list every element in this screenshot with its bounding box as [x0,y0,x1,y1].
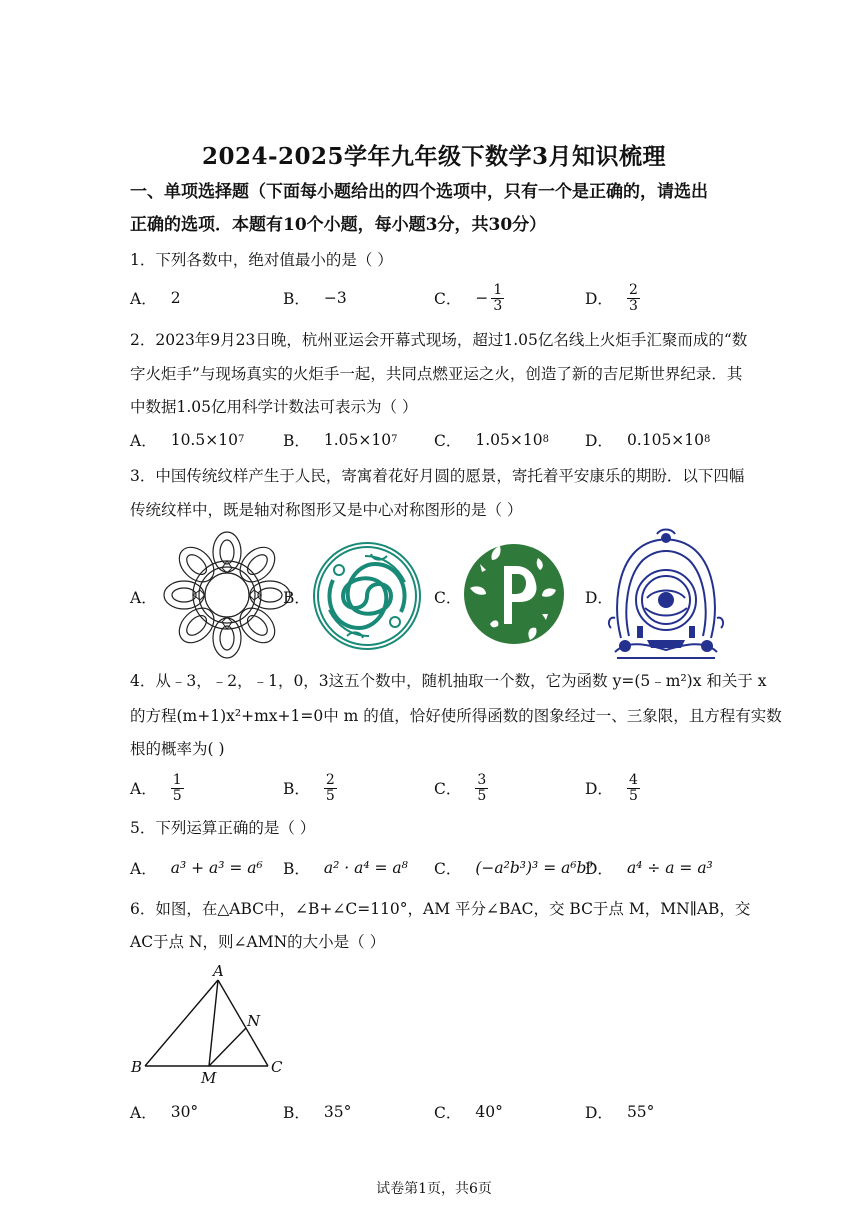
numerator: 3 [477,771,487,788]
fraction [171,773,184,803]
question-2-line-3: 中数据1.05亿用科学计数法可表示为（ ） [130,398,418,416]
question-5-stem: 5．下列运算正确的是（ ） [130,819,316,837]
numerator: 2 [628,281,638,298]
option-label: D． [585,1104,613,1122]
question-3-line-2: 传统纹样中，既是轴对称图形又是中心对称图形的是（ ） [130,501,523,519]
option-label: D． [585,432,613,450]
label-b: B [131,1058,143,1076]
q5-option-d [585,848,713,888]
question-2-line-2: 字火炬手”与现场真实的火炬手一起，共同点燃亚运之火，创造了新的吉尼斯世界纪录．其 [130,365,743,383]
q1-option-a [130,278,181,318]
question-6-line-2: AC于点 N，则∠AMN的大小是（ ） [130,933,386,951]
label-a: A [213,962,224,980]
question-5-options [130,848,740,888]
option-value: −3 [323,289,347,307]
option-label: D． [585,780,613,798]
q3-option-b [283,530,433,660]
numerator: 1 [493,281,503,298]
leaf-pattern-image [460,540,568,648]
option-label: C． [434,1104,462,1122]
question-4-line-2: 的方程(m+1)x²+mx+1=0中 m 的值，恰好使所得函数的图象经过一、三象限，且方程有实数 [130,707,782,725]
option-label: B． [283,589,310,607]
option-label: A． [130,780,157,798]
q4-option-c [434,768,488,808]
question-3-line-1: 3．中国传统纹样产生于人民，寄寓着花好月圆的愿景，寄托着平安康乐的期盼．以下四幅 [130,467,745,485]
option-base: 1.05×10 [475,431,543,449]
ornate-emblem-image [607,528,725,662]
option-label: C． [434,860,462,878]
q5-option-a [130,848,263,888]
label-c: C [271,1058,283,1076]
fraction [627,283,640,313]
option-value: 40° [475,1103,503,1121]
question-6-options [130,1092,740,1132]
option-label: C． [434,780,462,798]
swirl-pattern-image [311,540,423,652]
denominator: 3 [493,297,503,314]
question-2-options [130,420,740,460]
section-heading-line-2: 正确的选项．本题有10个小题，每小题3分，共30分） [130,215,547,235]
denominator: 3 [628,297,638,314]
option-expression: a⁴ ÷ a = a³ [626,859,713,877]
option-label: C． [434,432,462,450]
q1-option-b [283,278,347,318]
option-label: D． [585,290,613,308]
option-base: 10.5×10 [170,431,238,449]
side-ac [218,980,268,1066]
denominator: 5 [477,787,487,804]
denominator: 5 [628,787,638,804]
option-label: A． [130,589,157,607]
q5-option-c [434,848,593,888]
q3-option-d [585,530,740,660]
option-label: A． [130,860,157,878]
option-label: B． [283,432,310,450]
minus-sign: − [475,289,489,307]
option-base: 0.105×10 [626,431,705,449]
numerator: 1 [172,771,182,788]
q6-option-a [130,1092,198,1132]
fraction [324,773,337,803]
label-n: N [247,1012,261,1030]
q4-option-a [130,768,184,808]
q6-option-d [585,1092,654,1132]
option-label: C． [434,589,462,607]
option-expression: a² · a⁴ = a⁸ [323,859,408,877]
option-label: D． [585,860,613,878]
q2-option-c: C． 1.05×10 8 [434,431,549,450]
question-6-line-1: 6．如图，在△ABC中，∠B+∠C=110°，AM 平分∠BAC，交 BC于点 M，MN∥AB，交 [130,900,751,918]
option-label: B． [283,860,310,878]
option-label: B． [283,1104,310,1122]
q4-option-d [585,768,640,808]
q6-option-c [434,1092,503,1132]
option-label: C． [434,290,462,308]
option-value: 35° [323,1103,352,1121]
q4-option-b [283,768,337,808]
triangle-figure [125,962,295,1090]
q2-option-b: B． 1.05×10 7 [283,431,398,450]
denominator: 5 [172,787,182,804]
option-label: A． [130,290,157,308]
page-title: 2024-2025学年九年级下数学3月知识梳理 [201,143,667,170]
option-expression: a³ + a³ = a⁶ [170,859,263,877]
section-heading-line-1: 一、单项选择题（下面每小题给出的四个选项中，只有一个是正确的，请选出 [130,182,708,202]
q3-option-a [130,530,280,660]
option-value: 55° [626,1103,655,1121]
q2-option-d: D． 0.105×10 8 [585,431,711,450]
option-label: A． [130,432,157,450]
option-value: 2 [170,289,181,307]
question-4-options [130,768,740,808]
option-label: A． [130,1104,157,1122]
label-m: M [201,1069,217,1087]
q3-option-c [434,530,584,660]
fraction [475,773,488,803]
segment-mn [209,1028,246,1066]
option-base: 1.05×10 [323,431,392,449]
fraction [491,283,504,313]
q1-option-c [434,278,504,318]
option-label: D． [585,589,613,607]
option-value: 30° [170,1103,199,1121]
q5-option-b [283,848,408,888]
q1-option-d [585,278,640,318]
question-1-stem: 1．下列各数中，绝对值最小的是（ ） [130,251,393,269]
denominator: 5 [325,787,335,804]
fraction [627,773,640,803]
question-4-line-3: 根的概率为( ) [130,740,225,758]
option-label: B． [283,780,310,798]
question-1-options [130,278,740,318]
mandala-pattern-image [162,530,292,660]
question-2-line-1: 2．2023年9月23日晚，杭州亚运会开幕式现场，超过1.05亿名线上火炬手汇聚而成的“数 [130,331,748,349]
numerator: 4 [628,771,638,788]
option-expression: (−a²b³)³ = a⁶b⁹ [475,859,593,877]
segment-am [209,980,218,1066]
q2-option-a: A． 10.5×10 7 [130,431,245,450]
page-footer: 试卷第1页，共6页 [376,1181,492,1197]
option-label: B． [283,290,310,308]
q6-option-b [283,1092,351,1132]
question-4-line-1: 4．从﹣3，﹣2，﹣1，0，3这五个数中，随机抽取一个数，它为函数 y=(5﹣m²)x 和关于 x [130,672,767,690]
numerator: 2 [325,771,335,788]
side-ab [145,980,218,1066]
